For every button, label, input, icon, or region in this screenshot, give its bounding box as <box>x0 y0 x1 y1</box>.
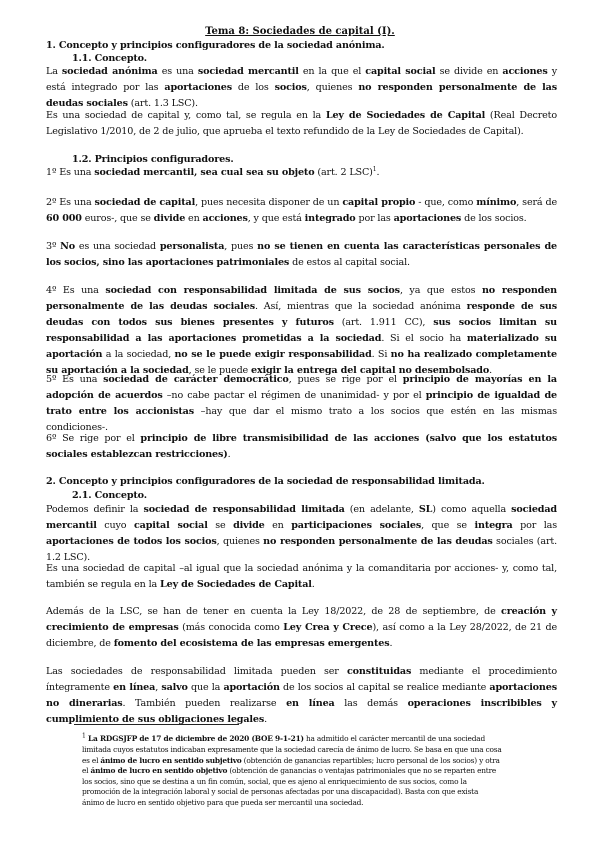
principle-1: 1º Es una sociedad mercantil, sea cual sea su objeto (art. 2 LSC)$^1$. <box>46 165 380 178</box>
section-2-1-heading: 2.1. Concepto. <box>72 490 147 501</box>
paragraph-other-laws: Además de la LSC, se han de tener en cuenta la Ley 18/2022, de 28 de septiembre, de creación y crecimiento de empresas (más conocida como Ley Crea y Crece), así como a la Ley 28/2022, de 21 de diciembre, de fomento del ecosistema de las empresas emergentes. <box>46 606 557 649</box>
paragraph-online-constitution: Las sociedades de responsabilidad limitada pueden ser constituidas mediante el procedimiento íntegramente en línea, salvo que la aportación de los socios al capital se realice mediante aportaciones no dinerarias. También pueden realizarse en línea las demás operaciones inscribibles y cumplimiento de sus obligaciones legales. <box>46 666 558 725</box>
footnote: $^1$ La RDGSJFP de 17 de diciembre de 2020 (BOE 9-1-21) ha admitido el carácter mercantil de una sociedad limitada cuyos estatutos indicaban expresamente que la sociedad carecía de ánimo de lucro. Se basa en que una cosa es el ánimo de lucro en sentido subjetivo (obtención de ganancias repartibles; lucro personal de los socios) y otra el ánimo de lucro en sentido objetivo (obtención de ganancias o ventajas patrimoniales que no se reparten entre los socios, sino que se destina a un fin común, social, que es ajeno al enriquecimiento de sus socios, como la promoción de la integración laboral y social de personas afectadas por una discapacidad). Basta con que exista ánimo de lucro en sentido objetivo para que pueda ser mercantil una sociedad. <box>82 732 502 807</box>
section-1-heading: 1. Concepto y principios configuradores de la sociedad anónima. <box>46 40 385 51</box>
principle-5: 5º Es una sociedad de carácter democrático, pues se rige por el principio de mayorías en la adopción de acuerdos –no cabe pactar el régimen de unanimidad- y por el principio de igualdad de trato entre los accionistas –hay que dar el mismo trato a los socios que estén en las mismas condiciones-. <box>46 374 557 433</box>
footnote-ref[interactable]: 1 <box>372 165 377 173</box>
principle-4: 4º Es una sociedad con responsabilidad limitada de sus socios, ya que estos no responden personalmente de las deudas sociales. Así, mientras que la sociedad anónima responde de sus deudas con todos sus bienes presentes y futuros (art. 1.911 CC), sus socios limitan su responsabilidad a las aportaciones prometidas a la sociedad. Si el socio ha materializado su aportación a la sociedad, no se le puede exigir responsabilidad. Si no ha realizado completamente su aportación a la sociedad, se le puede exigir la entrega del capital no desembolsado. <box>46 285 558 376</box>
principle-3: 3º No es una sociedad personalista, pues no se tienen en cuenta las características personales de los socios, sino las aportaciones patrimoniales de estos al capital social. <box>46 241 557 268</box>
principle-2: 2º Es una sociedad de capital, pues necesita disponer de un capital propio - que, como mínimo, será de 60 000 euros-, que se divide en acciones, y que está integrado por las aportaciones de los socios. <box>46 197 557 224</box>
paragraph-sa-regulation: Es una sociedad de capital y, como tal, se regula en la Ley de Sociedades de Capital (Real Decreto Legislativo 1/2010, de 2 de julio, que aprueba el texto refundido de la Ley de Sociedades de Capital). <box>46 110 557 137</box>
section-1-1-heading: 1.1. Concepto. <box>72 53 147 64</box>
page-title: Tema 8: Sociedades de capital (I). <box>205 26 395 37</box>
paragraph-sl-regulation: Es una sociedad de capital –al igual que la sociedad anónima y la comanditaria por acciones- y, como tal, también se regula en la Ley de Sociedades de Capital. <box>46 563 557 590</box>
paragraph-sl-concept: Podemos definir la sociedad de responsabilidad limitada (en adelante, SL) como aquella sociedad mercantil cuyo capital social se divide en participaciones sociales, que se integra por las aportaciones de todos los socios, quienes no responden personalmente de las deudas sociales (art. 1.2 LSC). <box>46 504 557 563</box>
footnote-divider <box>74 724 239 725</box>
section-2-heading: 2. Concepto y principios configuradores de la sociedad de responsabilidad limitada. <box>46 476 485 487</box>
principle-6: 6º Se rige por el principio de libre transmisibilidad de las acciones (salvo que los estatutos sociales establezcan restricciones). <box>46 433 557 460</box>
paragraph-sa-concept: La sociedad anónima es una sociedad mercantil en la que el capital social se divide en acciones y está integrado por las aportaciones de los socios, quienes no responden personalmente de las deudas sociales (art. 1.3 LSC). <box>46 66 557 109</box>
section-1-2-heading: 1.2. Principios configuradores. <box>72 154 234 165</box>
